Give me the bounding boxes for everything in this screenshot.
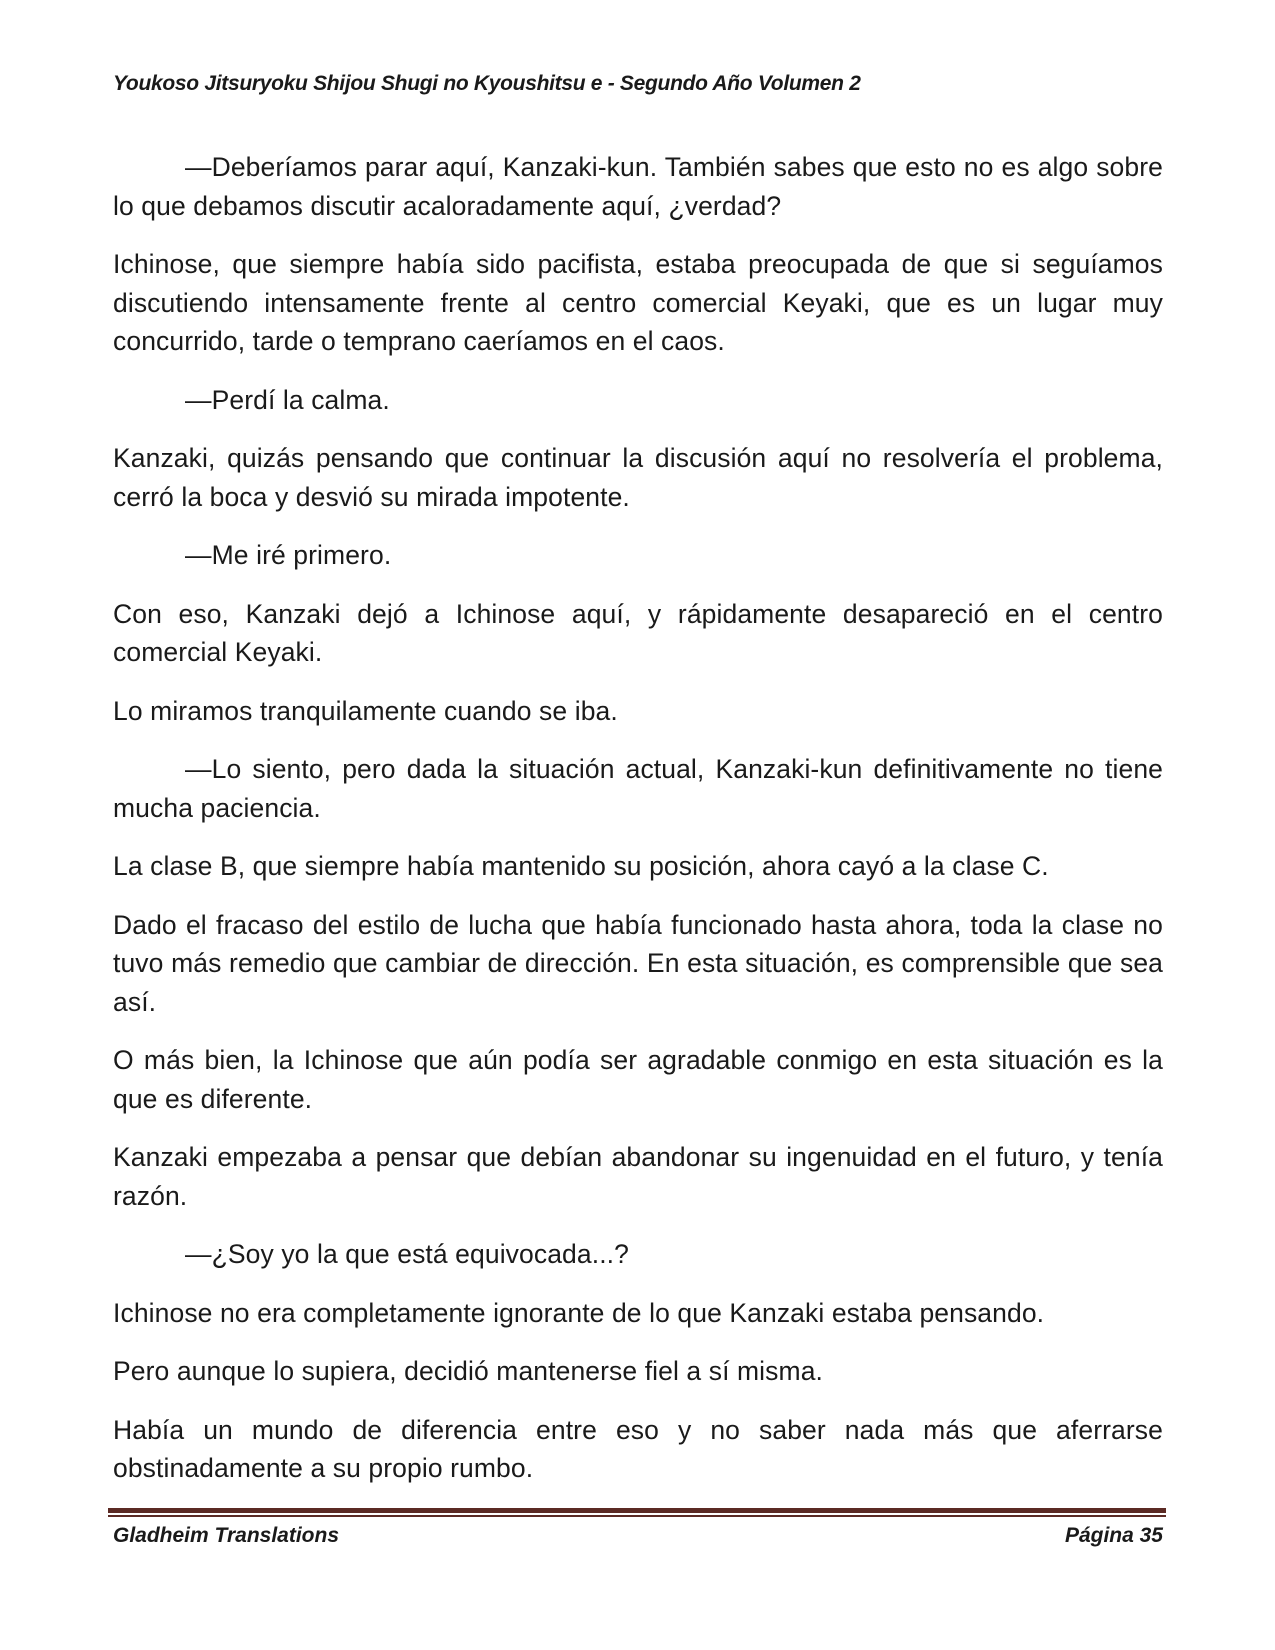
paragraph: Kanzaki empezaba a pensar que debían abandonar su ingenuidad en el futuro, y tenía razón. (113, 1142, 1163, 1211)
footer-divider-thin (108, 1515, 1166, 1517)
paragraph-dialog: —¿Soy yo la que está equivocada...? (185, 1239, 629, 1269)
paragraph: Con eso, Kanzaki dejó a Ichinose aquí, y rápidamente desapareció en el centro comercial Keyaki. (113, 598, 1163, 667)
paragraph: Kanzaki, quizás pensando que continuar la discusión aquí no resolvería el problema, cerró la boca y desvió su mirada impotente. (113, 443, 1163, 512)
page-header-title: Youkoso Jitsuryoku Shijou Shugi no Kyoushitsu e - Segundo Año Volumen 2 (113, 72, 861, 95)
footer-divider-thick (108, 1508, 1166, 1513)
paragraph: Ichinose, que siempre había sido pacifista, estaba preocupada de que si seguíamos discutiendo intensamente frente al centro comercial Keyaki, que es un lugar muy concurrido, tarde o temprano caeríamos en el caos. (113, 249, 1163, 356)
paragraph: Lo miramos tranquilamente cuando se iba. (113, 695, 618, 726)
paragraph: La clase B, que siempre había mantenido su posición, ahora cayó a la clase C. (113, 851, 1049, 881)
paragraph: Pero aunque lo supiera, decidió mantenerse fiel a sí misma. (113, 1356, 823, 1386)
footer-page-number: Página 35 (1064, 1524, 1163, 1547)
paragraph-dialog: —Deberíamos parar aquí, Kanzaki-kun. También sabes que esto no es algo sobre lo que debamos discutir acaloradamente aquí, ¿verdad? (113, 152, 1163, 221)
paragraph: O más bien, la Ichinose que aún podía ser agradable conmigo en esta situación es la que es diferente. (113, 1045, 1163, 1114)
footer-divider (108, 1508, 1166, 1517)
footer-publisher: Gladheim Translations (113, 1524, 340, 1547)
body-text (113, 148, 1163, 1508)
paragraph-dialog: —Perdí la calma. (185, 384, 390, 415)
paragraph: Había un mundo de diferencia entre eso y no saber nada más que aferrarse obstinadamente a su propio rumbo. (113, 1414, 1163, 1483)
paragraph-dialog: —Lo siento, pero dada la situación actual, Kanzaki-kun definitivamente no tiene mucha paciencia. (113, 754, 1163, 823)
paragraph: Ichinose no era completamente ignorante de lo que Kanzaki estaba pensando. (113, 1297, 1045, 1328)
paragraph-dialog: —Me iré primero. (185, 540, 392, 570)
paragraph: Dado el fracaso del estilo de lucha que había funcionado hasta ahora, toda la clase no tuvo más remedio que cambiar de dirección. En esta situación, es comprensible que sea así. (113, 909, 1163, 1017)
